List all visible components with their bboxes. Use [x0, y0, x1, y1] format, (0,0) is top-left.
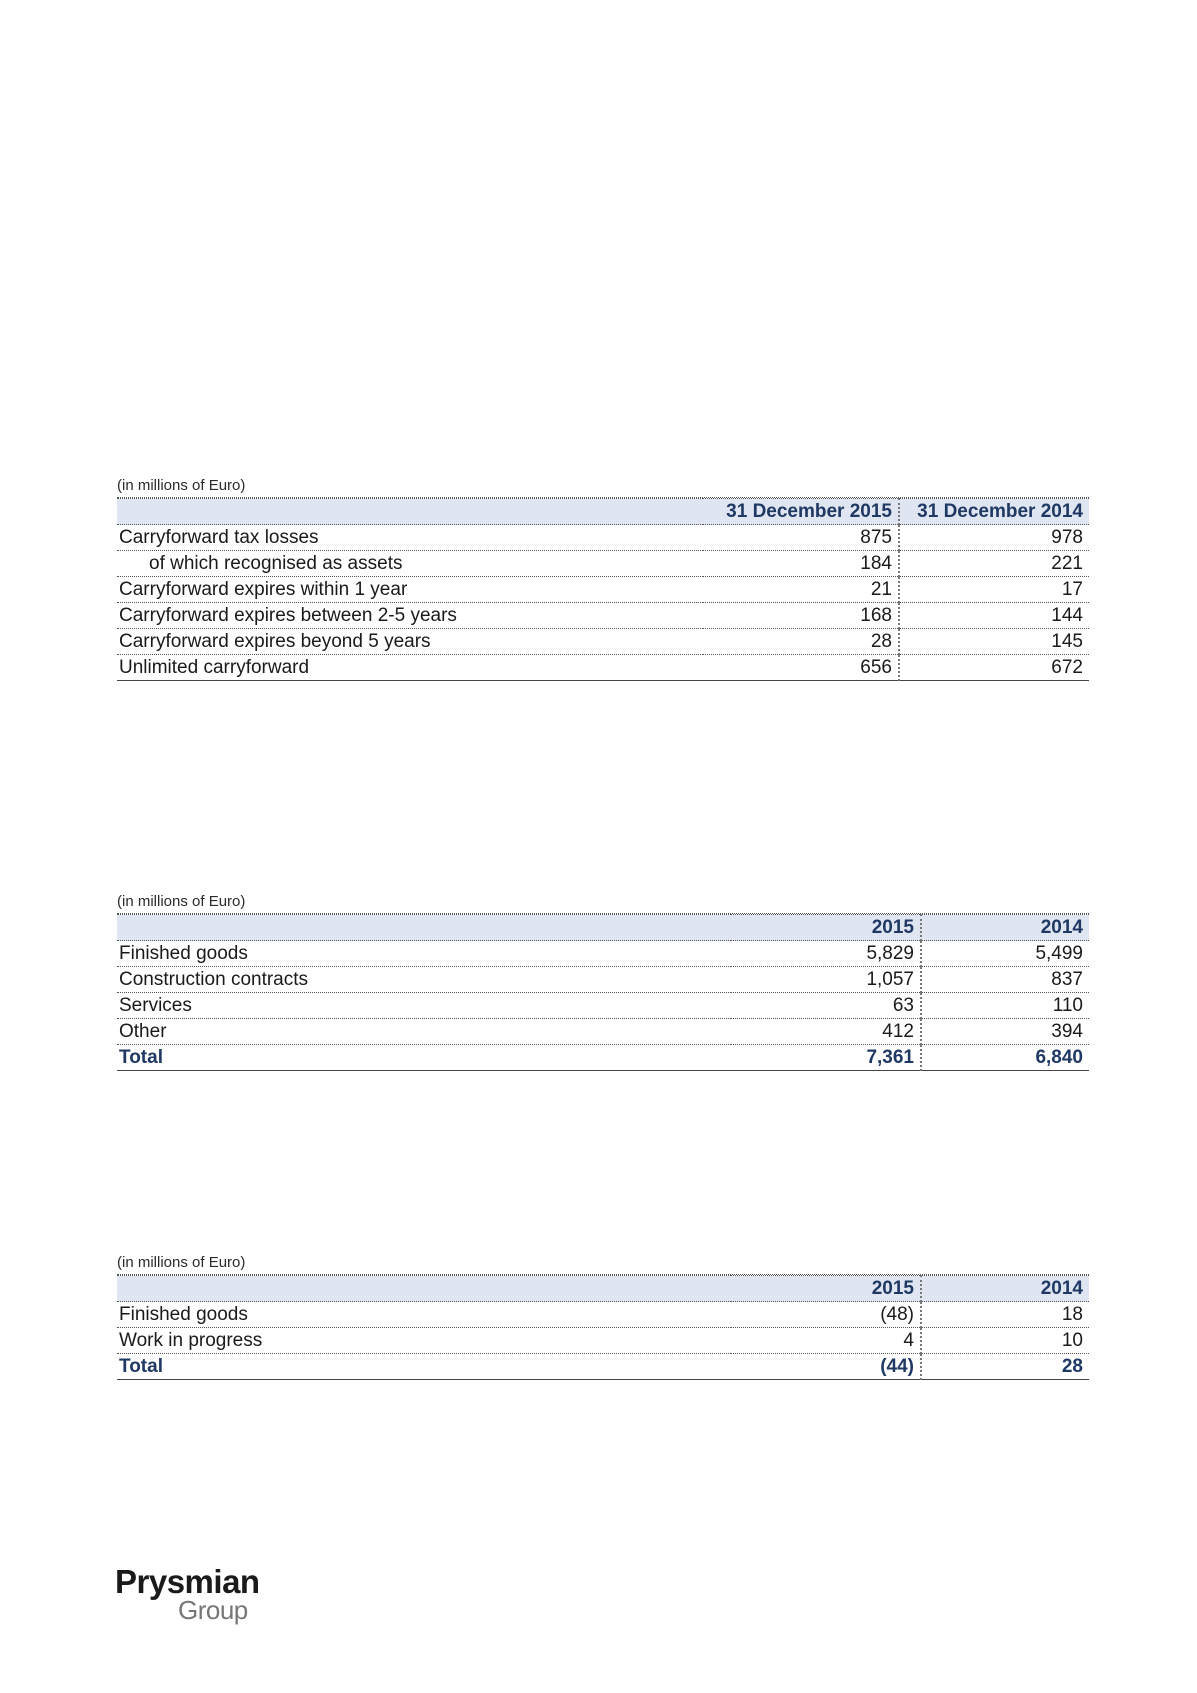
value-cell: 168	[703, 603, 899, 629]
row-label: Total	[117, 1045, 731, 1071]
row-label: Services	[117, 993, 731, 1019]
inventory-change-table	[117, 1252, 1089, 1380]
value-cell: (48)	[731, 1302, 921, 1328]
unit-label: (in millions of Euro)	[117, 1252, 1089, 1275]
value-cell: 28	[703, 629, 899, 655]
row-label: Carryforward tax losses	[117, 525, 703, 551]
value-cell: 5,829	[731, 941, 921, 967]
value-cell: (44)	[731, 1354, 921, 1380]
value-cell: 17	[899, 577, 1089, 603]
value-cell: 875	[703, 525, 899, 551]
value-cell: 21	[703, 577, 899, 603]
header-cell: 2015	[731, 915, 921, 941]
value-cell: 5,499	[921, 941, 1089, 967]
value-cell: 144	[899, 603, 1089, 629]
table-row	[117, 525, 1089, 551]
prysmian-group-logo	[115, 1563, 285, 1633]
value-cell: 184	[703, 551, 899, 577]
table-row	[117, 1019, 1089, 1045]
header-cell: 2014	[921, 1276, 1089, 1302]
row-label: Work in progress	[117, 1328, 731, 1354]
value-cell: 656	[703, 655, 899, 681]
table-row	[117, 577, 1089, 603]
value-cell: 18	[921, 1302, 1089, 1328]
row-label: Finished goods	[117, 941, 731, 967]
row-label: Carryforward expires beyond 5 years	[117, 629, 703, 655]
header-cell: 2014	[921, 915, 1089, 941]
header-cell	[117, 915, 731, 941]
total-row	[117, 1354, 1089, 1380]
value-cell: 6,840	[921, 1045, 1089, 1071]
value-cell: 394	[921, 1019, 1089, 1045]
value-cell: 412	[731, 1019, 921, 1045]
table-row	[117, 993, 1089, 1019]
value-cell: 110	[921, 993, 1089, 1019]
row-label: Unlimited carryforward	[117, 655, 703, 681]
unit-label: (in millions of Euro)	[117, 891, 1089, 914]
row-label: Other	[117, 1019, 731, 1045]
row-label: Carryforward expires between 2-5 years	[117, 603, 703, 629]
row-label: Construction contracts	[117, 967, 731, 993]
header-row	[117, 499, 1089, 525]
header-row	[117, 1276, 1089, 1302]
value-cell: 145	[899, 629, 1089, 655]
value-cell: 63	[731, 993, 921, 1019]
table-row	[117, 629, 1089, 655]
header-cell: 2015	[731, 1276, 921, 1302]
row-label: Finished goods	[117, 1302, 731, 1328]
logo-main-text: Prysmian	[115, 1563, 260, 1600]
header-cell: 31 December 2015	[703, 499, 899, 525]
value-cell: 672	[899, 655, 1089, 681]
table-row	[117, 967, 1089, 993]
carryforward-tax-losses-table	[117, 475, 1089, 681]
table-row	[117, 655, 1089, 681]
row-label: Carryforward expires within 1 year	[117, 577, 703, 603]
table-row	[117, 1328, 1089, 1354]
header-cell: 31 December 2014	[899, 499, 1089, 525]
unit-label: (in millions of Euro)	[117, 475, 1089, 498]
total-row	[117, 1045, 1089, 1071]
value-cell: 7,361	[731, 1045, 921, 1071]
table-row	[117, 941, 1089, 967]
value-cell: 978	[899, 525, 1089, 551]
value-cell: 4	[731, 1328, 921, 1354]
revenues-table	[117, 891, 1089, 1071]
value-cell: 221	[899, 551, 1089, 577]
header-row	[117, 915, 1089, 941]
value-cell: 1,057	[731, 967, 921, 993]
logo-sub-text: Group	[178, 1595, 248, 1625]
header-cell	[117, 499, 703, 525]
table-row	[117, 603, 1089, 629]
header-cell	[117, 1276, 731, 1302]
table-row	[117, 551, 1089, 577]
value-cell: 837	[921, 967, 1089, 993]
row-label: of which recognised as assets	[117, 551, 703, 577]
value-cell: 28	[921, 1354, 1089, 1380]
row-label: Total	[117, 1354, 731, 1380]
value-cell: 10	[921, 1328, 1089, 1354]
table-row	[117, 1302, 1089, 1328]
